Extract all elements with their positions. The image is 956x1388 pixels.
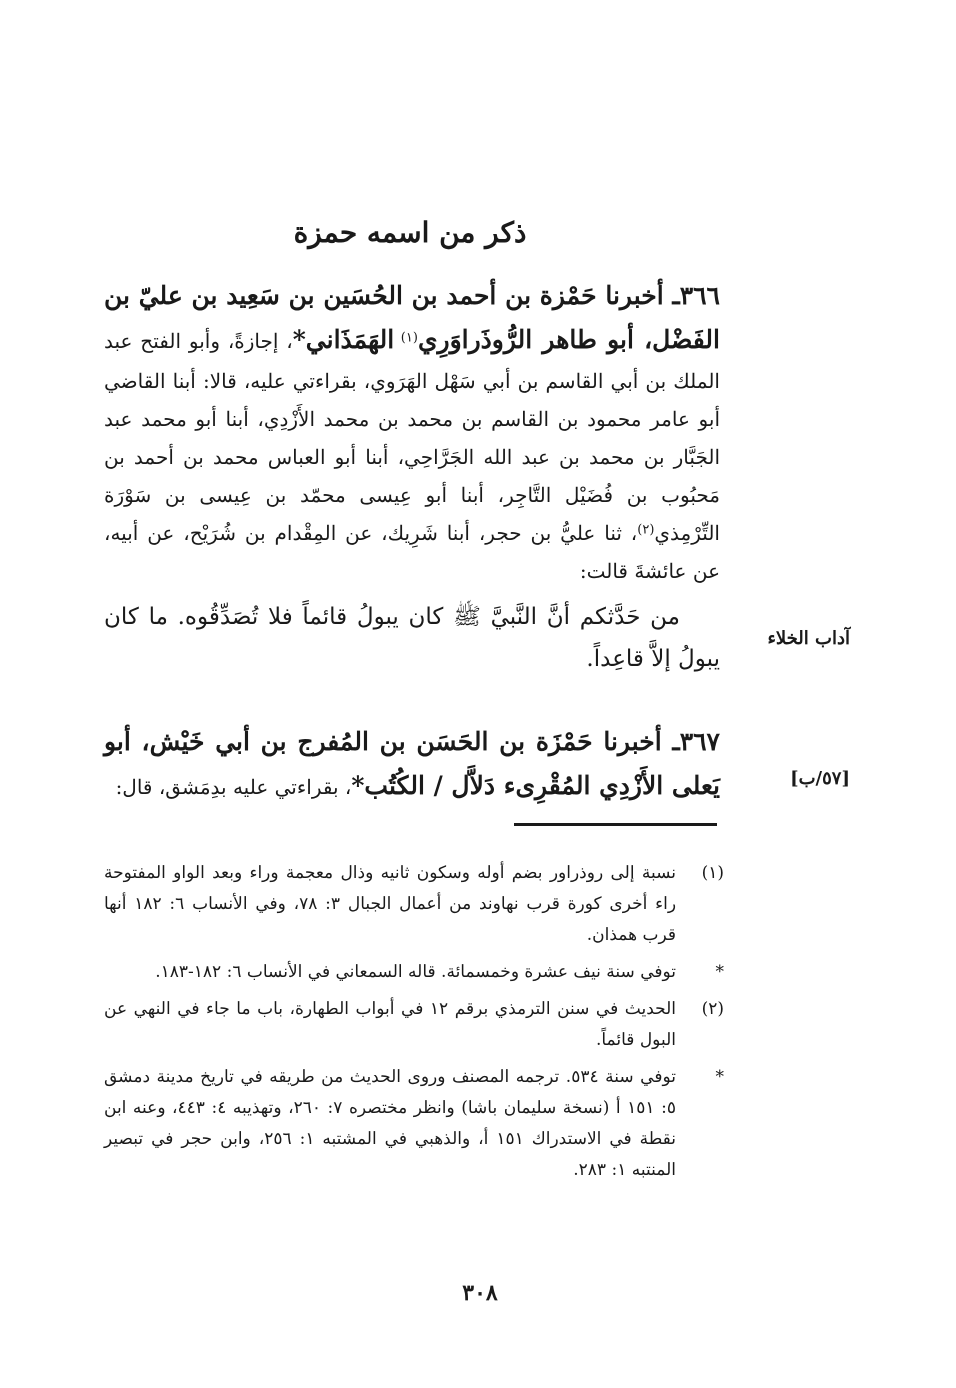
footnote-divider bbox=[514, 823, 717, 826]
footnote-number: (١) bbox=[701, 863, 724, 883]
footnote-marker-1: (١) bbox=[400, 330, 418, 346]
footnote-number: * bbox=[715, 1067, 724, 1087]
entry-367 bbox=[104, 720, 720, 808]
footnote bbox=[104, 858, 724, 951]
entry-366 bbox=[104, 274, 720, 680]
entry-367-text: ، بقراءتي عليه بدِمَشق، قال: bbox=[115, 775, 352, 799]
footnote bbox=[104, 957, 724, 988]
entry-366-name: الهَمَذَاني* bbox=[292, 325, 395, 354]
section-title: ذكر من اسمه حمزة bbox=[293, 216, 527, 249]
entry-367-heading: ٣٦٧ـ أخبرنا حَمْزَة بن الحَسَن بن المُفرج بن أبي خَيْش، أبو يَعلى الأَزْدِي المُقْرِىء دَلاَّل / الكُتُب* bbox=[104, 727, 720, 800]
margin-note-topic: آداب الخلاء bbox=[767, 628, 850, 649]
margin-note-folio: [٥٧/ب] bbox=[790, 768, 850, 789]
page-number: ٣٠٨ bbox=[462, 1280, 498, 1306]
footnote-text: نسبة إلى روذراور بضم أوله وسكون ثانيه وذال معجمة وراء وبعد الواو المفتوحة راء أخرى كورة قرب نهاوند من أعمال الجبال ٣: ٧٨، وفي الأنساب ٦: ١٨٢ أنها قرب همذان. bbox=[104, 863, 677, 945]
footnote-text: توفي سنة ٥٣٤. ترجمه المصنف وروى الحديث من طريقه في تاريخ مدينة دمشق ٥: ١٥١ أ (نسخة سليمان باشا) وانظر مختصره ٧: ٢٦٠، وتهذيبه ٤: ٤٤٣، وعنه ابن نقطة في الاستدراك ١٥١ أ، والذهبي في المشتبه ١: ٢٥٦، وابن حجر في تبصير المنتبه ١: ٢٨٣. bbox=[104, 1067, 676, 1180]
footnote-number: * bbox=[715, 962, 724, 982]
footnote-text: الحديث في سنن الترمذي برقم ١٢ في أبواب الطهارة، باب ما جاء في النهي عن البول قائماً. bbox=[104, 999, 676, 1050]
entry-366-heading: ٣٦٦ـ أخبرنا حَمْزة بن أحمد بن الحُسَين بن سَعِيد بن عليّ بن bbox=[104, 281, 720, 310]
entry-366-isnad-end: ، ثنا عليُّ بن حجر، أبنا شَرِيك، عن المِقْدام بن شُرَيْح، عن أبيه، عن عائشةَ قالت: bbox=[104, 521, 720, 583]
entry-366-nisba: الفَضْل، أبو طاهر الرُّوذَراوَرِي bbox=[417, 325, 720, 354]
footnote-text: توفي سنة نيف عشرة وخمسمائة. قاله السمعاني في الأنساب ٦: ١٨٢-١٨٣. bbox=[155, 962, 676, 982]
footnote bbox=[104, 994, 724, 1056]
footnote-number: (٢) bbox=[701, 999, 724, 1019]
hadith-text: من حَدَّثكم أنَّ النَّبيَّ ﷺ كان يبولُ قائماً فلا تُصَدِّقُوه. ما كان يبولُ إلاَّ قاعِداً. bbox=[104, 604, 720, 672]
footnote bbox=[104, 1062, 724, 1186]
entry-366-isnad: ، إجازةً، وأبو الفتح عبد الملك بن أبي القاسم بن أبي سَهْل الهَرَوي، بقراءتي عليه، قالا: أبنا القاضي أبو عامر محمود بن القاسم بن محمد بن محمد الأَزْدِي، أبنا أبو محمد عبد الجَبَّار بن محمد بن عبد الله الجَرَّاحِي، أبنا أبو العباس محمد بن أحمد بن مَحبُوب بن فُضَيْل التَّاجِر، أبنا أبو عِيسى محمّد بن عِيسى بن سَوْرَة التِّرْمِذي bbox=[104, 329, 720, 545]
footnotes bbox=[104, 858, 724, 1192]
footnote-marker-2: (٢) bbox=[637, 522, 655, 538]
